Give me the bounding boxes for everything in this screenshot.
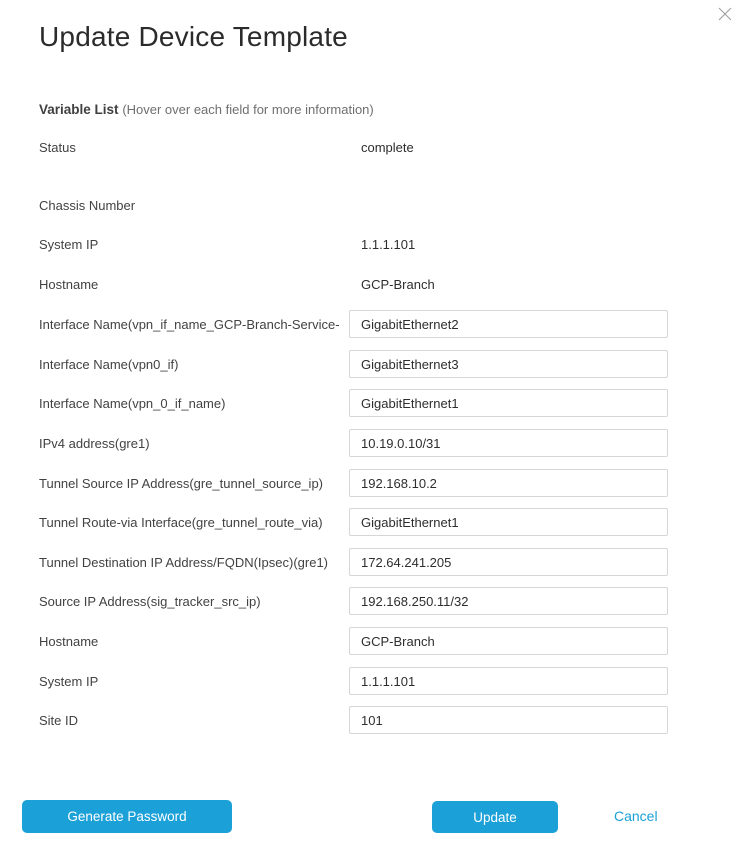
field-label: System IP — [39, 237, 99, 252]
field-label: Tunnel Source IP Address(gre_tunnel_source_ip) — [39, 476, 324, 491]
field-label: Interface Name(vpn_0_if_name) — [39, 396, 226, 411]
variable-list-hint: (Hover over each field for more information) — [122, 102, 374, 117]
field-label: Hostname — [39, 634, 99, 649]
page-title: Update Device Template — [39, 21, 348, 52]
site-id-input[interactable] — [349, 706, 668, 734]
close-icon[interactable] — [716, 5, 734, 23]
interface-name-vpn-0-if-name-input[interactable] — [349, 389, 668, 417]
field-label: Hostname — [39, 277, 99, 292]
variable-list-label: Variable List — [39, 102, 119, 117]
hostname-input[interactable] — [349, 627, 668, 655]
field-label: Status — [39, 140, 76, 155]
field-label: Site ID — [39, 713, 79, 728]
field-label: Source IP Address(sig_tracker_src_ip) — [39, 594, 261, 609]
interface-name-vpn0-if-input[interactable] — [349, 350, 668, 378]
field-label: System IP — [39, 674, 99, 689]
tunnel-destination-ip-input[interactable] — [349, 548, 668, 576]
cancel-button[interactable]: Cancel — [614, 808, 658, 824]
interface-name-service-vpn-input[interactable] — [349, 310, 668, 338]
generate-password-button[interactable]: Generate Password — [22, 800, 232, 833]
field-label: Interface Name(vpn0_if) — [39, 357, 179, 372]
field-label: Tunnel Route-via Interface(gre_tunnel_route_via) — [39, 515, 323, 530]
field-value: GCP-Branch — [361, 277, 435, 292]
field-label: Tunnel Destination IP Address/FQDN(Ipsec)(gre1) — [39, 555, 329, 570]
variable-list-heading — [39, 102, 374, 117]
system-ip-input[interactable] — [349, 667, 668, 695]
field-label: Interface Name(vpn_if_name_GCP-Branch-Service- — [39, 317, 340, 332]
field-value: complete — [361, 140, 414, 155]
update-button[interactable]: Update — [432, 801, 558, 833]
tunnel-route-via-input[interactable] — [349, 508, 668, 536]
field-label: IPv4 address(gre1) — [39, 436, 150, 451]
field-value: 1.1.1.101 — [361, 237, 416, 252]
ipv4-address-gre1-input[interactable] — [349, 429, 668, 457]
tunnel-source-ip-input[interactable] — [349, 469, 668, 497]
source-ip-sig-tracker-input[interactable] — [349, 587, 668, 615]
field-label: Chassis Number — [39, 198, 136, 213]
